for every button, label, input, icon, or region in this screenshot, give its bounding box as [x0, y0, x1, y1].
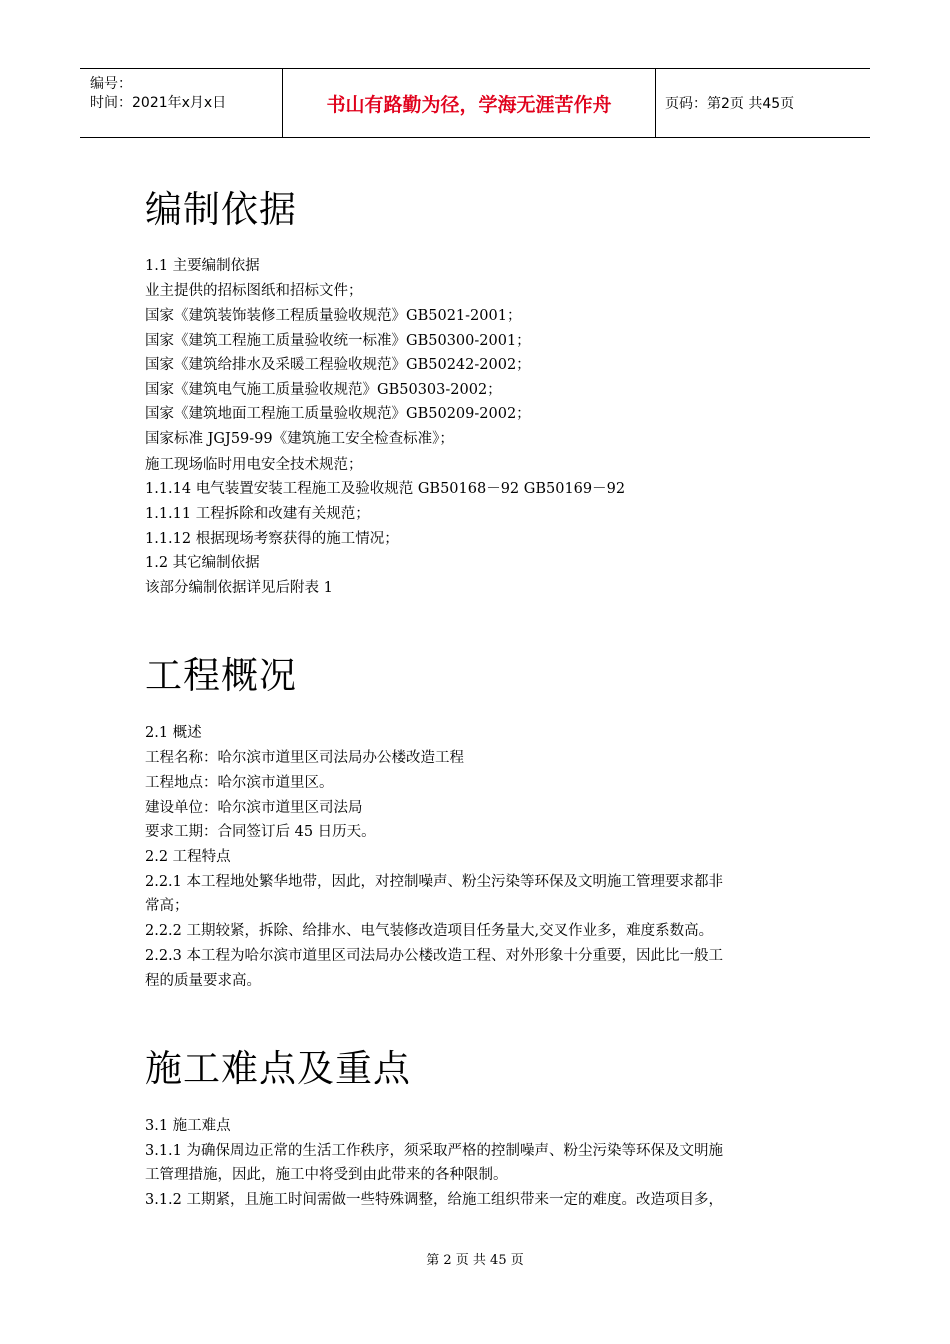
text-line: 国家《建筑电气施工质量验收规范》GB50303-2002； [145, 382, 502, 398]
text-line: 1.1.12 根据现场考察获得的施工情况； [145, 531, 399, 547]
text-line: 1.1 主要编制依据 [145, 258, 260, 274]
header-left-cell [80, 69, 282, 137]
text-line: 1.2 其它编制依据 [145, 555, 260, 571]
text-line: 要求工期：合同签订后 45 日历天。 [145, 824, 376, 840]
section-title-difficulties: 施工难点及重点 [145, 1047, 411, 1090]
page-footer: 第 2 页 共 45 页 [426, 1253, 524, 1268]
header-motto: 书山有路勤为径，学海无涯苦作舟 [326, 94, 612, 116]
text-line: 2.1 概述 [145, 725, 202, 741]
section-title-basis: 编制依据 [145, 188, 297, 231]
text-line: 常高； [145, 898, 189, 914]
header-right-cell [655, 69, 870, 137]
text-line: 2.2 工程特点 [145, 849, 231, 865]
text-line: 1.1.11 工程拆除和改建有关规范； [145, 506, 370, 522]
page-header [80, 68, 870, 138]
text-line: 工程名称：哈尔滨市道里区司法局办公楼改造工程 [145, 750, 464, 766]
text-line: 程的质量要求高。 [145, 973, 261, 989]
text-line: 国家《建筑装饰装修工程质量验收规范》GB5021-2001； [145, 308, 522, 324]
header-motto-cell [282, 69, 656, 137]
text-line: 国家《建筑地面工程施工质量验收规范》GB50209-2002； [145, 406, 531, 422]
text-line: 业主提供的招标图纸和招标文件； [145, 283, 363, 299]
text-line: 2.2.1 本工程地处繁华地带，因此，对控制噪声、粉尘污染等环保及文明施工管理要求都非 [145, 874, 723, 890]
text-line: 3.1 施工难点 [145, 1118, 231, 1134]
text-line: 建设单位：哈尔滨市道里区司法局 [145, 800, 363, 816]
text-line: 3.1.2 工期紧，且施工时间需做一些特殊调整，给施工组织带来一定的难度。改造项目多， [145, 1192, 723, 1208]
text-line: 国家《建筑工程施工质量验收统一标准》GB50300-2001； [145, 333, 531, 349]
document-date-label: 时间：2021年x月x日 [90, 95, 227, 111]
section-title-overview: 工程概况 [145, 654, 297, 697]
text-line: 1.1.14 电气装置安装工程施工及验收规范 GB50168－92 GB50169－92 [145, 481, 626, 497]
text-line: 工程地点：哈尔滨市道里区。 [145, 775, 334, 791]
text-line: 3.1.1 为确保周边正常的生活工作秩序，须采取严格的控制噪声、粉尘污染等环保及文明施 [145, 1143, 723, 1159]
text-line: 2.2.3 本工程为哈尔滨市道里区司法局办公楼改造工程、对外形象十分重要，因此比一般工 [145, 948, 723, 964]
text-line: 2.2.2 工期较紧，拆除、给排水、电气装修改造项目任务量大,交叉作业多，难度系数高。 [145, 923, 714, 939]
header-page-info: 页码：第2页 共45页 [665, 96, 795, 112]
text-line: 施工现场临时用电安全技术规范； [145, 457, 363, 473]
text-line: 国家标准 JGJ59-99《建筑施工安全检查标准》； [145, 431, 454, 447]
text-line: 工管理措施，因此，施工中将受到由此带来的各种限制。 [145, 1167, 508, 1183]
text-line: 国家《建筑给排水及采暖工程验收规范》GB50242-2002； [145, 357, 531, 373]
text-line: 该部分编制依据详见后附表 1 [145, 580, 333, 596]
document-number-label: 编号： [90, 76, 132, 92]
